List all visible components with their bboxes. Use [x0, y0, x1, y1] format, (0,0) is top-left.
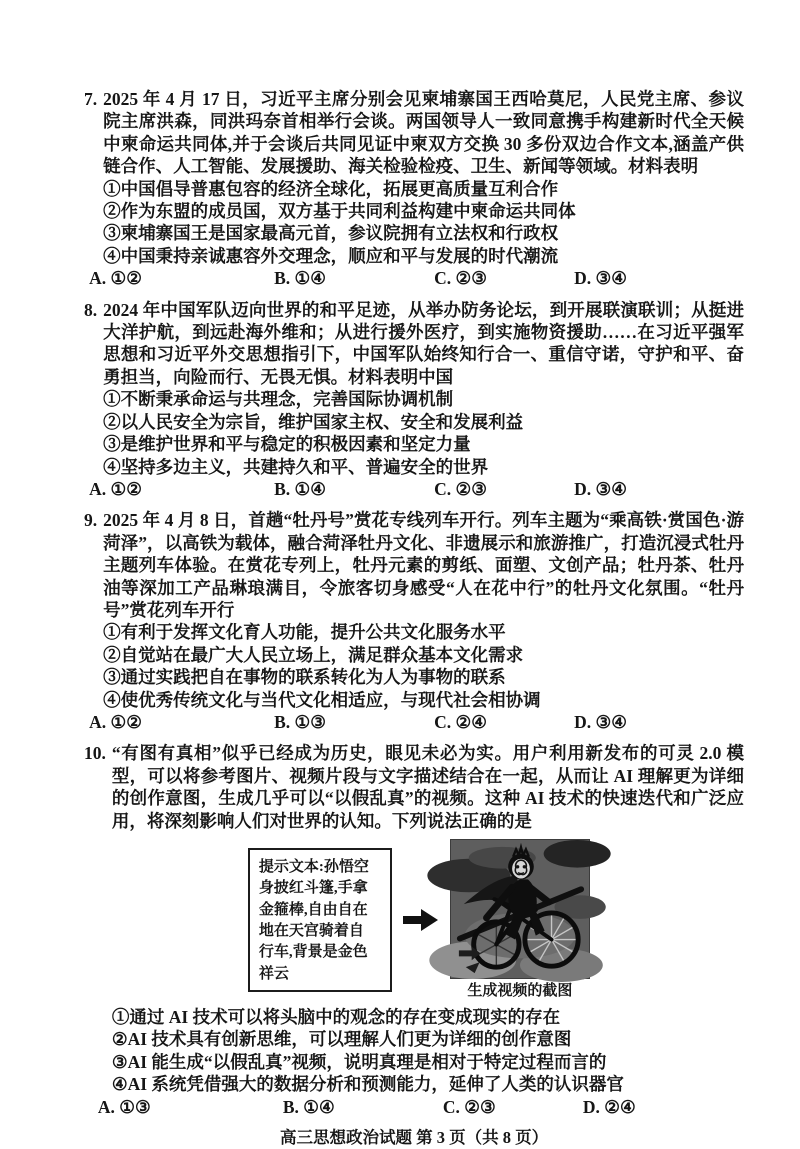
option-d: D. ③④ — [574, 478, 627, 499]
question-body — [97, 742, 744, 1118]
question-body — [89, 509, 744, 733]
figure-caption: 生成视频的截图 — [467, 983, 573, 999]
option-a: A. ①② — [89, 711, 142, 732]
statement-item: ②以人民安全为宗旨，维护国家主权、安全和发展利益 — [103, 411, 524, 432]
question-number: 8. — [84, 299, 98, 320]
statement-item: ④坚持多边主义，共建持久和平、普遍安全的世界 — [103, 456, 489, 477]
statement-item: ②AI 技术具有创新思维，可以理解人们更为详细的创作意图 — [111, 1029, 572, 1050]
monkey-king-bicycle-image — [450, 839, 590, 979]
question-stem: 2024 年中国军队迈向世界的和平足迹，从举办防务论坛，到开展联演联训；从挺进大洋护航，到远赴海外维和；从进行援外医疗，到实施物资援助……在习近平强军思想和习近平外交思想指引下，中国军队始终知行合一、重信守诺，守护和平、奋勇担当，向险而行、无畏无惧。材料表明中国 — [103, 299, 744, 387]
question-9 — [84, 509, 744, 733]
options-row — [98, 1096, 744, 1118]
option-b: B. ①④ — [274, 268, 326, 289]
generated-video-block — [450, 839, 590, 1001]
question-7 — [84, 88, 744, 290]
statement-item: ②作为东盟的成员国，双方基于共同利益构建中柬命运共同体 — [103, 201, 576, 222]
statement-item: ④中国秉持亲诚惠容外交理念，顺应和平与发展的时代潮流 — [103, 245, 559, 266]
option-c: C. ②③ — [434, 478, 487, 499]
question-stem: 2025 年 4 月 17 日，习近平主席分别会见柬埔寨国王西哈莫尼，人民党主席、参议院主席洪森，同洪玛奈首相举行会谈。两国领导人一致同意携手构建新时代全天候中柬命运共同体,并于会谈后共同见证中柬双方交换 30 多份双边合作文本,涵盖产供链合作、人工智能、发展援助、海关检验检疫、卫生、新闻等领域。材料表明 — [103, 89, 744, 177]
statement-item: ④AI 系统凭借强大的数据分析和预测能力，延伸了人类的认识器官 — [111, 1074, 624, 1095]
statement-list — [112, 1006, 744, 1096]
prompt-line: 身披红斗篷,手拿 — [258, 880, 368, 897]
option-b: B. ①④ — [282, 1096, 335, 1117]
prompt-line: 提示文本:孙悟空 — [258, 859, 369, 876]
statement-item: ②自觉站在最广大人民立场上，满足群众基本文化需求 — [103, 644, 524, 665]
option-d: D. ③④ — [574, 268, 627, 289]
prompt-line: 金箍棒,自由自在 — [258, 901, 368, 918]
option-b: B. ①④ — [274, 478, 326, 499]
right-arrow-icon — [403, 906, 439, 934]
option-a: A. ①② — [89, 478, 142, 499]
option-a: A. ①③ — [97, 1096, 151, 1117]
question-number: 7. — [84, 89, 98, 109]
page-footer: 高三思想政治试题 第 3 页（共 8 页） — [279, 1128, 549, 1148]
question-stem: 2025 年 4 月 8 日，首趟“牡丹号”赏花专线列车开行。列车主题为“乘高铁·赏国色·游菏泽”，以高铁为载体，融合菏泽牡丹文化、非遗展示和旅游推广，打造沉浸式牡丹主题列车体验。在赏花专列上，牡丹元素的剪纸、面塑、文创产品；牡丹茶、牡丹油等深加工产品琳琅满目，令旅客切身感受“人在花中行”的牡丹文化氛围。“牡丹号”赏花列车开行 — [103, 510, 744, 620]
options-row — [89, 478, 744, 500]
statement-item: ③通过实践把自在事物的联系转化为人为事物的联系 — [103, 667, 506, 688]
option-c: C. ②④ — [434, 711, 487, 732]
statement-item: ①通过 AI 技术可以将头脑中的观念的存在变成现实的存在 — [111, 1007, 561, 1027]
question-stem: “有图有真相”似乎已经成为历史，眼见未必为实。用户利用新发布的可灵 2.0 模型，可以将参考图片、视频片段与文字描述结合在一起，从而让 AI 理解更为详细的创作意图，生成几乎可以“以假乱真”的视频。这种 AI 技术的快速迭代和广泛应用，将深刻影响人们对世界的认知。下列说法正确的是 — [111, 743, 744, 831]
prompt-line: 祥云 — [258, 965, 289, 982]
statement-item: ③柬埔寨国王是国家最高元首，参议院拥有立法权和行政权 — [103, 223, 559, 244]
option-a: A. ①② — [89, 268, 142, 289]
question-number: 9. — [84, 510, 98, 531]
statement-item: ①中国倡导普惠包容的经济全球化，拓展更高质量互利合作 — [103, 178, 559, 199]
statement-list — [103, 621, 744, 711]
question-body — [89, 88, 744, 290]
question-number: 10. — [84, 743, 106, 764]
question-8 — [84, 299, 744, 501]
prompt-line: 行车,背景是金色 — [258, 944, 368, 961]
question-10 — [84, 742, 744, 1118]
statement-list — [103, 178, 744, 268]
option-c: C. ②③ — [434, 268, 487, 289]
option-d: D. ②④ — [582, 1096, 636, 1117]
statement-item: ①不断秉承命运与共理念，完善国际协调机制 — [103, 389, 454, 410]
ai-video-figure — [248, 839, 744, 1001]
prompt-text-box — [248, 848, 392, 992]
prompt-line: 地在天宫骑着自 — [258, 923, 364, 939]
option-b: B. ①③ — [274, 711, 326, 732]
statement-item: ③AI 能生成“以假乱真”视频，说明真理是相对于特定过程而言的 — [111, 1051, 607, 1072]
option-c: C. ②③ — [442, 1096, 496, 1117]
options-row — [89, 711, 744, 733]
statement-item: ④使优秀传统文化与当代文化相适应，与现代社会相协调 — [103, 689, 541, 710]
statement-item: ③是维护世界和平与稳定的积极因素和坚定力量 — [103, 434, 471, 455]
option-d: D. ③④ — [574, 711, 627, 732]
statement-item: ①有利于发挥文化育人功能，提升公共文化服务水平 — [103, 622, 506, 643]
question-body — [89, 299, 744, 501]
options-row — [89, 267, 744, 289]
statement-list — [103, 388, 744, 478]
